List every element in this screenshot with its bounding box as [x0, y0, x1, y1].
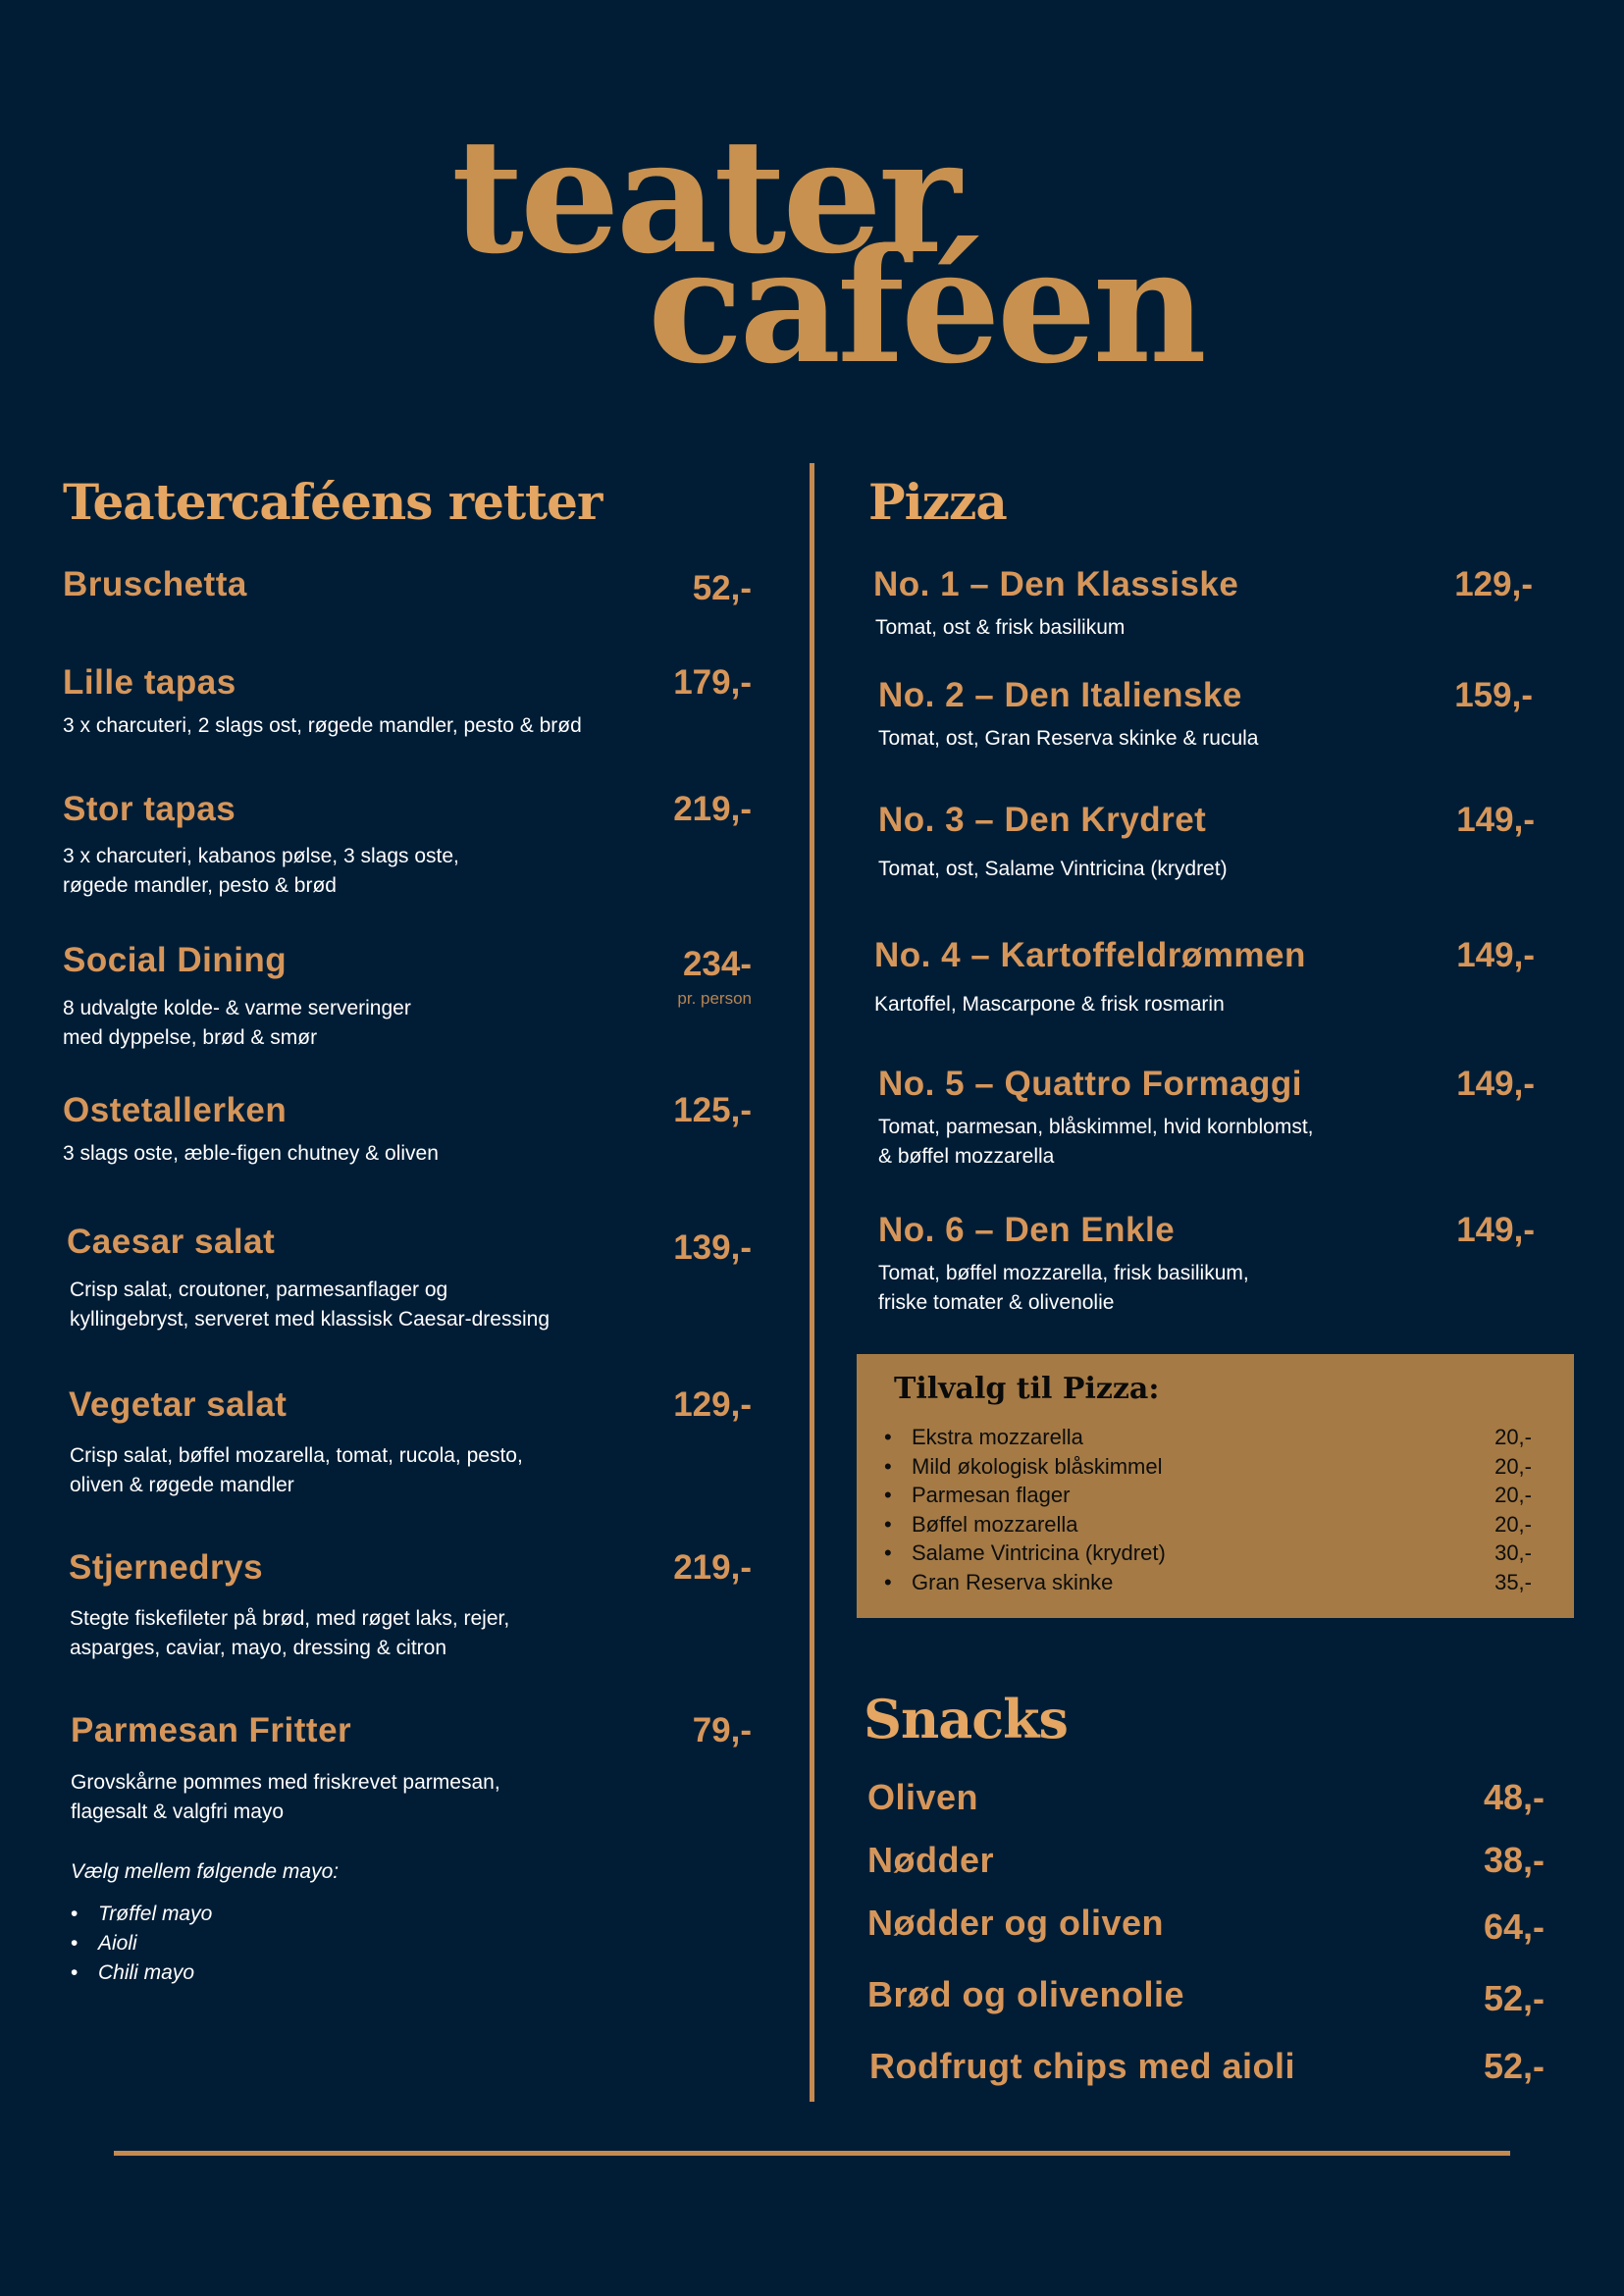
item-price: 38,-: [1483, 1840, 1545, 1880]
price-note: pr. person: [677, 989, 752, 1008]
item-name: Caesar salat: [67, 1223, 276, 1261]
addon-price: 35,-: [1494, 1569, 1532, 1594]
item-description: Crisp salat, bøffel mozarella, tomat, rucola, pesto,: [70, 1444, 523, 1467]
item-description: kyllingebryst, serveret med klassisk Caesar-dressing: [70, 1308, 550, 1331]
item-name: Social Dining: [63, 941, 288, 979]
addon-item: [884, 1510, 1532, 1539]
item-price: 149,-: [1456, 936, 1535, 974]
item-price: 219,-: [673, 1548, 752, 1587]
addon-name: Parmesan flager: [912, 1483, 1071, 1508]
addon-price: 20,-: [1494, 1425, 1532, 1449]
section-title-snacks: Snacks: [864, 1688, 1068, 1750]
column-divider: [810, 463, 814, 2102]
item-name: Bruschetta: [63, 565, 247, 603]
item-price: 52,-: [1483, 1978, 1545, 2018]
item-name: Lille tapas: [63, 663, 236, 702]
addon-name: Ekstra mozzarella: [912, 1425, 1083, 1449]
item-name: No. 1 – Den Klassiske: [873, 565, 1239, 603]
mayo-option: • Chili mayo: [71, 1958, 212, 1988]
item-price: 219,-: [673, 790, 752, 828]
item-name: Vegetar salat: [69, 1385, 288, 1424]
item-description: 3 x charcuteri, kabanos pølse, 3 slags oste,: [63, 845, 459, 867]
item-description: & bøffel mozzarella: [878, 1145, 1055, 1168]
item-price: 234-: [682, 945, 752, 983]
addon-item: [884, 1568, 1532, 1597]
item-name: Parmesan Fritter: [71, 1711, 352, 1749]
item-description: oliven & røgede mandler: [70, 1474, 294, 1496]
item-description: flagesalt & valgfri mayo: [71, 1800, 285, 1823]
pizza-addons-box: [857, 1354, 1574, 1618]
item-description: friske tomater & olivenolie: [878, 1291, 1115, 1314]
item-description: røgede mandler, pesto & brød: [63, 874, 337, 897]
item-description: Crisp salat, croutoner, parmesanflager og: [70, 1278, 448, 1301]
item-description: Stegte fiskefileter på brød, med røget laks, rejer,: [70, 1607, 510, 1630]
item-price: 52,-: [1483, 2046, 1545, 2086]
item-name: Nødder og oliven: [867, 1903, 1165, 1943]
section-title-retter: Teatercaféens retter: [63, 473, 602, 531]
item-description: 8 udvalgte kolde- & varme serveringer: [63, 997, 411, 1019]
item-price: 159,-: [1454, 676, 1533, 714]
addon-name: Gran Reserva skinke: [912, 1569, 1114, 1594]
item-description: 3 slags oste, æble-figen chutney & oliven: [63, 1142, 439, 1165]
item-description: Tomat, bøffel mozzarella, frisk basilikum,: [878, 1262, 1249, 1284]
item-description: Tomat, ost & frisk basilikum: [875, 616, 1126, 639]
addon-price: 20,-: [1494, 1483, 1532, 1508]
addon-price: 30,-: [1494, 1540, 1532, 1566]
item-name: Brød og olivenolie: [867, 1974, 1185, 2014]
item-name: No. 4 – Kartoffeldrømmen: [874, 936, 1306, 974]
addons-title: Tilvalg til Pizza:: [894, 1372, 1160, 1406]
item-price: 79,-: [692, 1711, 752, 1749]
addon-item: [884, 1539, 1532, 1568]
addon-name: Salame Vintricina (krydret): [912, 1540, 1166, 1566]
item-price: 64,-: [1483, 1906, 1545, 1947]
item-description: Tomat, ost, Salame Vintricina (krydret): [878, 858, 1228, 880]
addons-list: [884, 1423, 1532, 1597]
addon-price: 20,-: [1494, 1453, 1532, 1479]
item-price: 139,-: [673, 1228, 752, 1267]
item-name: No. 2 – Den Italienske: [878, 676, 1242, 714]
logo-line-1: teater: [451, 104, 958, 288]
item-price: 129,-: [673, 1385, 752, 1424]
item-description: Grovskårne pommes med friskrevet parmesan,: [71, 1771, 500, 1794]
logo-line-2: caféen: [648, 214, 1203, 398]
item-price: 52,-: [692, 569, 752, 607]
item-name: Oliven: [867, 1777, 979, 1817]
mayo-list: [71, 1900, 212, 1988]
item-price: 149,-: [1456, 1065, 1535, 1103]
item-name: No. 3 – Den Krydret: [878, 801, 1207, 839]
item-price: 48,-: [1483, 1777, 1545, 1817]
item-description: 3 x charcuteri, 2 slags ost, røgede mandler, pesto & brød: [63, 714, 582, 737]
addon-name: Bøffel mozzarella: [912, 1511, 1078, 1537]
item-description: med dyppelse, brød & smør: [63, 1026, 318, 1049]
addon-item: [884, 1423, 1532, 1452]
item-description: Tomat, parmesan, blåskimmel, hvid kornblomst,: [878, 1116, 1314, 1138]
item-price: 149,-: [1456, 801, 1535, 839]
footer-divider: [114, 2151, 1510, 2156]
item-name: Nødder: [867, 1840, 994, 1880]
addon-name: Mild økologisk blåskimmel: [912, 1453, 1163, 1479]
addon-item: [884, 1452, 1532, 1482]
item-name: Ostetallerken: [63, 1091, 288, 1129]
item-description: asparges, caviar, mayo, dressing & citron: [70, 1637, 447, 1659]
item-price: 129,-: [1454, 565, 1533, 603]
mayo-option: • Trøffel mayo: [71, 1900, 212, 1929]
mayo-label: Vælg mellem følgende mayo:: [71, 1860, 340, 1883]
item-name: Stor tapas: [63, 790, 236, 828]
item-name: No. 6 – Den Enkle: [878, 1211, 1176, 1249]
item-description: Tomat, ost, Gran Reserva skinke & rucula: [878, 727, 1259, 750]
mayo-option: • Aioli: [71, 1929, 212, 1958]
item-price: 179,-: [673, 663, 752, 702]
section-title-pizza: Pizza: [868, 473, 1007, 531]
item-name: No. 5 – Quattro Formaggi: [878, 1065, 1303, 1103]
addon-price: 20,-: [1494, 1511, 1532, 1537]
item-name: Rodfrugt chips med aioli: [869, 2046, 1296, 2086]
item-description: Kartoffel, Mascarpone & frisk rosmarin: [874, 993, 1225, 1016]
item-price: 125,-: [673, 1091, 752, 1129]
logo: [451, 104, 1203, 398]
item-name: Stjernedrys: [69, 1548, 264, 1587]
item-price: 149,-: [1456, 1211, 1535, 1249]
addon-item: [884, 1481, 1532, 1510]
